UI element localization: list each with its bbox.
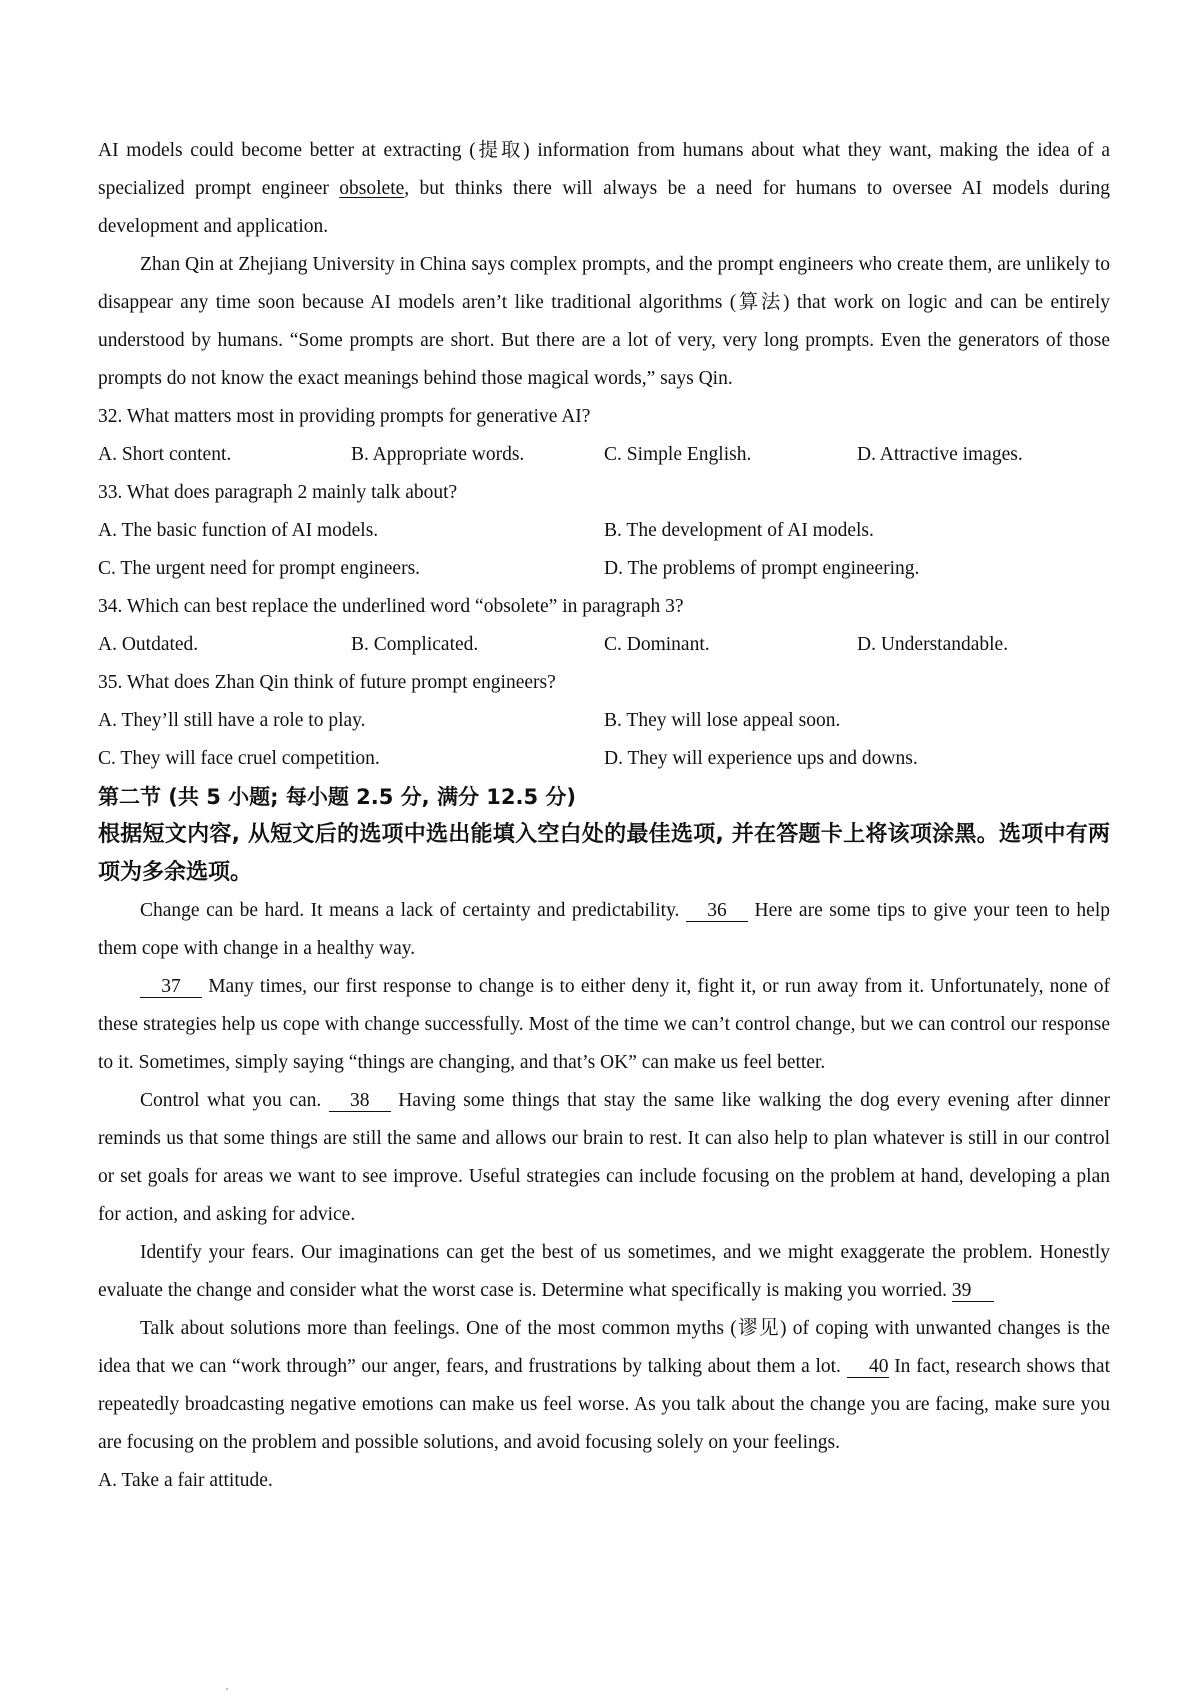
scan-dot (226, 1688, 228, 1690)
underlined-word: obsolete (339, 178, 405, 199)
option-b[interactable]: B. Complicated. (351, 634, 479, 655)
question-options (98, 740, 1110, 778)
passage-paragraph-2: 37 Many times, our first response to change is to either deny it, fight it, or run away from it. Unfortunately, none of these strategies help us cope with change successfully. Most of the time we can’t control change, but we can control our response to it. Sometimes, simply saying “things are changing, and that’s OK” can make us feel better. (98, 976, 1111, 1073)
option-a[interactable]: A. The basic function of AI models. (98, 520, 379, 541)
option-b[interactable]: B. They will lose appeal soon. (604, 710, 841, 731)
passage-c-paragraph-3: AI models could become better at extracting (提取) information from humans about what they want, making the idea of a specialized prompt engineer obsolete, but thinks there will always be a need for humans to oversee AI models during development and application. (98, 140, 1110, 237)
question-options (98, 436, 1110, 474)
page-content (98, 132, 1110, 1500)
choice-a: A. Take a fair attitude. (98, 1470, 273, 1491)
question-stem: 35. What does Zhan Qin think of future prompt engineers? (98, 672, 556, 693)
passage-paragraph-3: Control what you can. 38 Having some things that stay the same like walking the dog every evening after dinner reminds us that some things are still the same and allows our brain to rest. It can also help to plan whatever is still in our control or set goals for areas we want to see improve. Useful strategies can include focusing on the problem at hand, developing a plan for action, and asking for advice. (98, 1090, 1111, 1225)
option-c[interactable]: C. Simple English. (604, 444, 752, 465)
passage-c-paragraph-4: Zhan Qin at Zhejiang University in China says complex prompts, and the prompt engineers who create them, are unlikely to disappear any time soon because AI models aren’t like traditional algorithms (算法) that work on logic and can be entirely understood by humans. “Some prompts are short. But there are a lot of very, very long prompts. Even the generators of those prompts do not know the exact meanings behind those magical words,” says Qin. (98, 254, 1110, 389)
blank-39[interactable]: 39 (952, 1281, 994, 1302)
option-a[interactable]: A. Outdated. (98, 634, 199, 655)
question-options (98, 550, 1110, 588)
passage-paragraph-5: Talk about solutions more than feelings. One of the most common myths (谬见) of coping with unwanted changes is the idea that we can “work through” our anger, fears, and frustrations by talking about them a lot. 40 In fact, research shows that repeatedly broadcasting negative emotions can make us feel worse. As you talk about the change you are facing, make sure you are focusing on the problem and possible solutions, and avoid focusing solely on your feelings. (98, 1318, 1111, 1453)
question-options (98, 626, 1110, 664)
question-35 (98, 664, 1110, 778)
option-a[interactable]: A. They’ll still have a role to play. (98, 710, 366, 731)
option-d[interactable]: D. Understandable. (857, 634, 1009, 655)
blank-38[interactable]: 38 (329, 1091, 391, 1112)
option-d[interactable]: D. Attractive images. (857, 444, 1023, 465)
option-c[interactable]: C. Dominant. (604, 634, 710, 655)
question-options (98, 702, 1110, 740)
option-b[interactable]: B. Appropriate words. (351, 444, 525, 465)
question-options (98, 512, 1110, 550)
passage-paragraph-4: Identify your fears. Our imaginations can get the best of us sometimes, and we might exaggerate the problem. Honestly evaluate the change and consider what the worst case is. Determine what specifically is making you worried. 39 (98, 1242, 1110, 1301)
blank-37[interactable]: 37 (140, 977, 202, 998)
question-stem: 33. What does paragraph 2 mainly talk about? (98, 482, 458, 503)
question-34 (98, 588, 1110, 664)
option-b[interactable]: B. The development of AI models. (604, 520, 874, 541)
question-stem: 34. Which can best replace the underlined word “obsolete” in paragraph 3? (98, 596, 684, 617)
blank-40[interactable]: 40 (847, 1357, 889, 1378)
option-c[interactable]: C. The urgent need for prompt engineers. (98, 558, 421, 579)
question-stem: 32. What matters most in providing prompts for generative AI? (98, 406, 591, 427)
option-a[interactable]: A. Short content. (98, 444, 232, 465)
option-d[interactable]: D. They will experience ups and downs. (604, 748, 918, 769)
option-d[interactable]: D. The problems of prompt engineering. (604, 558, 920, 579)
passage-paragraph-1: Change can be hard. It means a lack of certainty and predictability. 36 Here are some tips to give your teen to help them cope with change in a healthy way. (98, 900, 1110, 959)
blank-36[interactable]: 36 (686, 901, 748, 922)
section-title: 第二节 (共 5 小题; 每小题 2.5 分, 满分 12.5 分) (98, 785, 576, 809)
question-32 (98, 398, 1110, 474)
option-c[interactable]: C. They will face cruel competition. (98, 748, 380, 769)
question-33 (98, 474, 1110, 588)
section-instruction: 根据短文内容, 从短文后的选项中选出能填入空白处的最佳选项, 并在答题卡上将该项涂黑。选项中有两项为多余选项。 (98, 822, 1110, 885)
